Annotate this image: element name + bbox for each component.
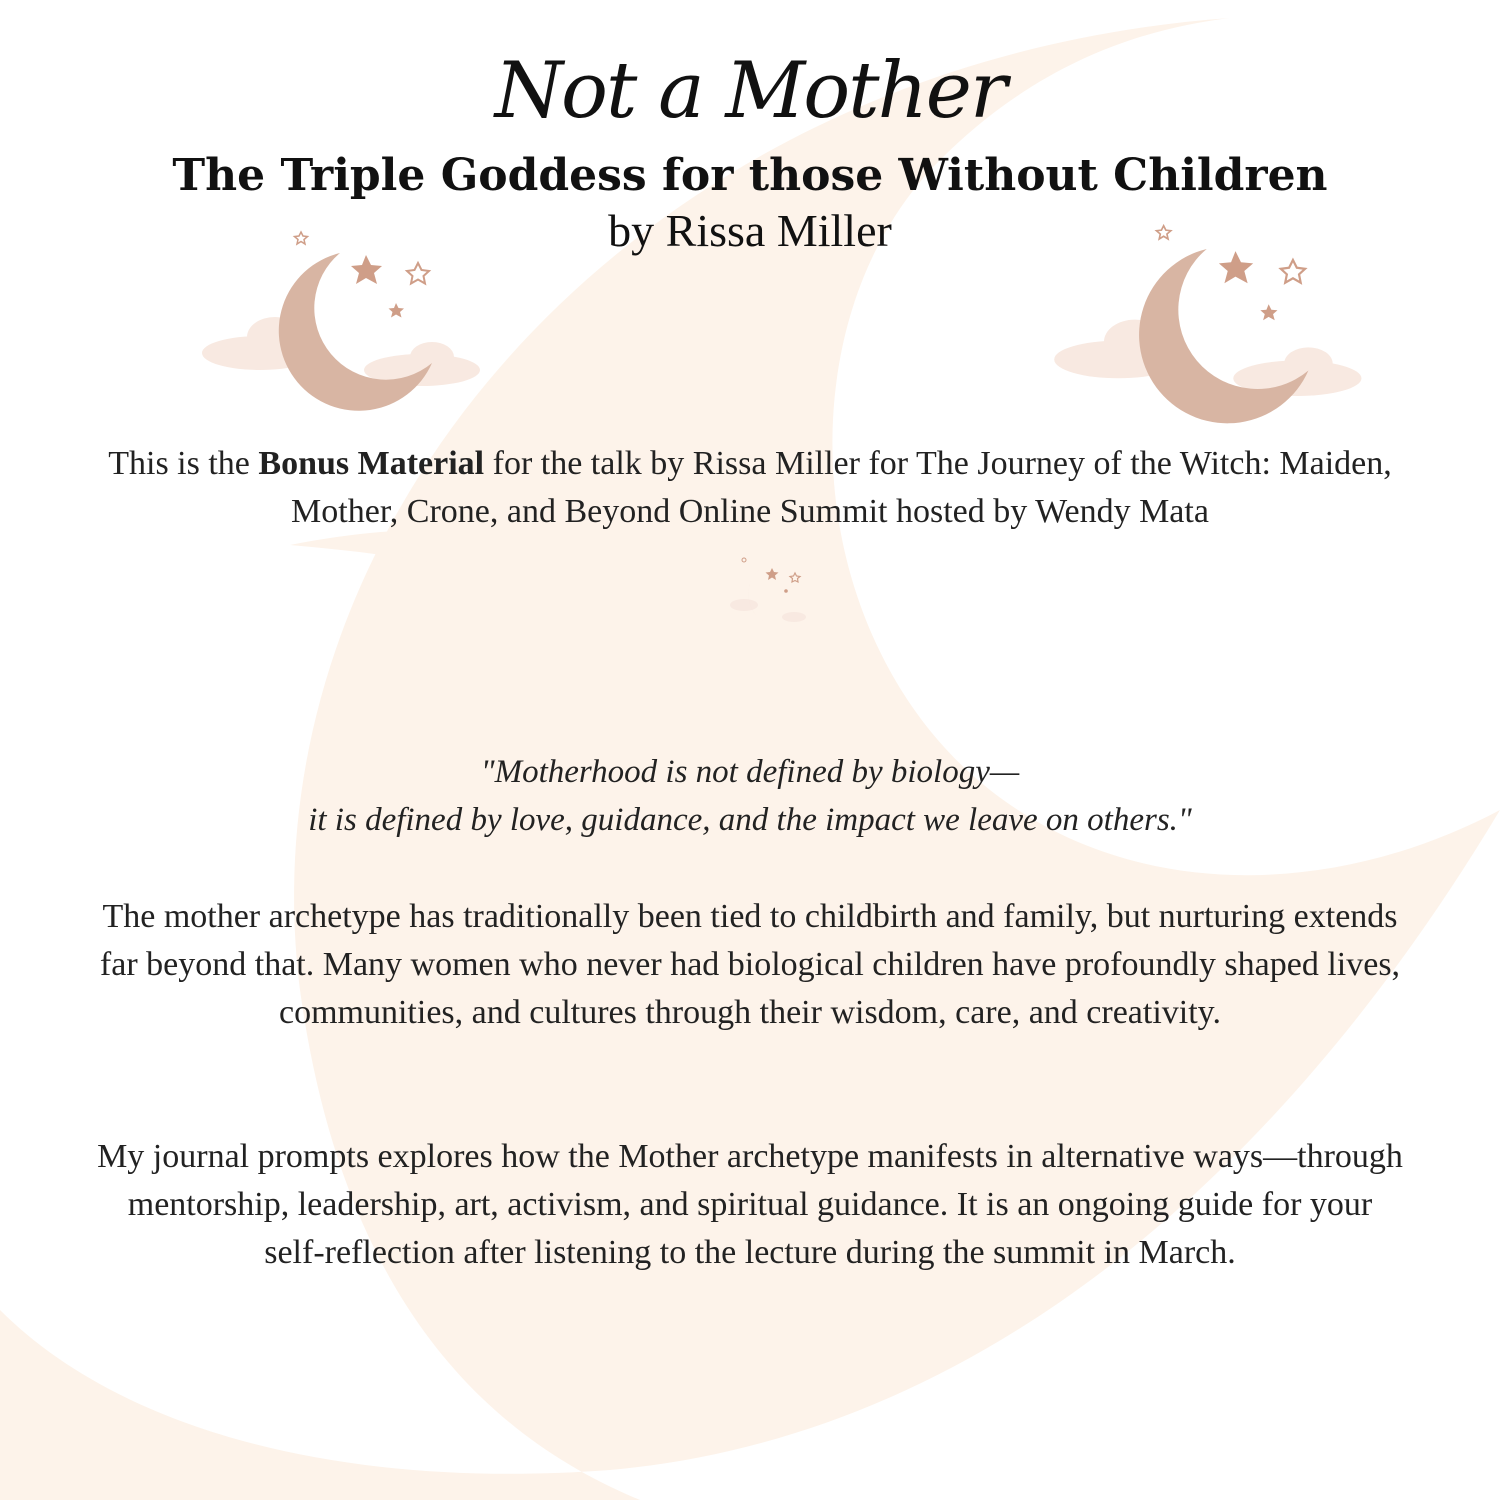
page-title: Not a Mother	[494, 46, 1006, 136]
author-byline: by Rissa Miller	[608, 205, 892, 256]
page-subtitle: The Triple Goddess for those Without Children	[172, 150, 1328, 201]
moon-cloud-stars-icon	[1052, 218, 1367, 428]
moon-cloud-stars-icon	[200, 225, 485, 415]
intro-prefix: This is the	[108, 445, 259, 482]
intro-suffix: for the talk by Rissa Miller for The Journey of the Witch: Maiden, Mother, Crone, and Beyond Online Summit hosted by Wendy Mata	[291, 445, 1392, 530]
intro-text	[60, 440, 1440, 536]
body-paragraph-2: My journal prompts explores how the Mother archetype manifests in alternative ways—through mentorship, leadership, art, activism, and spiritual guidance. It is an ongoing guide for your self-reflection after listening to the lecture during the summit in March.	[97, 1138, 1403, 1271]
quote-line-2: it is defined by love, guidance, and the impact we leave on others."	[308, 802, 1192, 838]
small-moon-stars-icon	[722, 555, 810, 640]
quote-block	[60, 748, 1440, 844]
quote-line-1: "Motherhood is not defined by biology—	[480, 754, 1020, 790]
body-paragraph-1: The mother archetype has traditionally been tied to childbirth and family, but nurturing extends far beyond that. Many women who never had biological children have profoundly shaped lives, communities, and cultures through their wisdom, care, and creativity.	[99, 898, 1401, 1031]
intro-bold: Bonus Material	[258, 445, 485, 482]
